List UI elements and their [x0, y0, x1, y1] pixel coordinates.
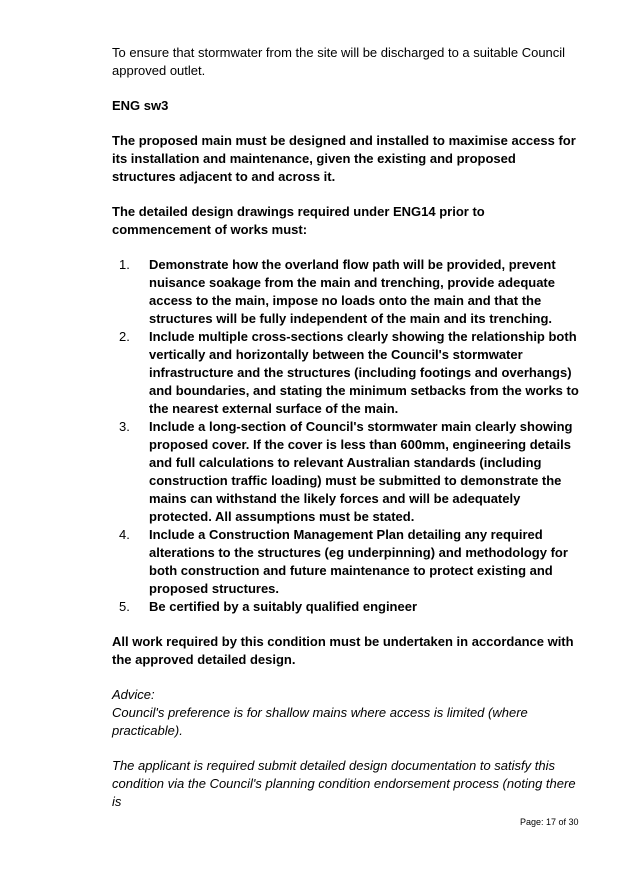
- list-item-number: 5.: [119, 599, 130, 614]
- list-item: [112, 256, 582, 328]
- list-item-number: 4.: [119, 527, 130, 542]
- list-item-number: 1.: [119, 257, 130, 272]
- page-number-footer: Page: 17 of 30: [520, 817, 579, 827]
- condition-paragraph-1: The proposed main must be designed and installed to maximise access for its installation and maintenance, given the existing and proposed structures adjacent to and across it.: [112, 133, 576, 184]
- list-item: [112, 328, 582, 418]
- list-item: [112, 418, 582, 526]
- advice-paragraph-1: Council's preference is for shallow mains where access is limited (where practicable).: [112, 705, 528, 738]
- list-item: [112, 598, 582, 616]
- list-item-text: Demonstrate how the overland flow path will be provided, prevent nuisance soakage from the main and trenching, provide adequate access to the main, impose no loads onto the main and that the structures will be fully independent of the main and its trenching.: [149, 257, 556, 326]
- condition-paragraph-2: The detailed design drawings required under ENG14 prior to commencement of works must:: [112, 204, 485, 237]
- list-item-text: Be certified by a suitably qualified engineer: [149, 599, 418, 614]
- condition-heading: ENG sw3: [112, 98, 169, 113]
- intro-paragraph: To ensure that stormwater from the site will be discharged to a suitable Council approved outlet.: [112, 45, 566, 78]
- advice-paragraph-2: The applicant is required submit detailed design documentation to satisfy this condition via the Council's planning condition endorsement process (noting there is: [112, 758, 576, 809]
- page-content: [112, 44, 582, 828]
- condition-paragraph-3: All work required by this condition must be undertaken in accordance with the approved detailed design.: [112, 634, 574, 667]
- list-item-number: 3.: [119, 419, 130, 434]
- list-item-text: Include a Construction Management Plan detailing any required alterations to the structures (eg underpinning) and methodology for both construction and future maintenance to protect existing and proposed structures.: [149, 527, 568, 596]
- advice-label: Advice:: [112, 687, 155, 702]
- list-item: [112, 526, 582, 598]
- list-item-text: Include a long-section of Council's stormwater main clearly showing proposed cover. If the cover is less than 600mm, engineering details and full calculations to relevant Australian standards (including construction traffic loading) must be submitted to demonstrate the mains can withstand the likely forces and will be adequately protected. All assumptions must be stated.: [149, 419, 573, 524]
- list-item-text: Include multiple cross-sections clearly showing the relationship both vertically and horizontally between the Council's stormwater infrastructure and the structures (including footings and overhangs) and boundaries, and stating the minimum setbacks from the works to the nearest external surface of the main.: [149, 329, 579, 416]
- requirements-list: [112, 256, 582, 616]
- list-item-number: 2.: [119, 329, 130, 344]
